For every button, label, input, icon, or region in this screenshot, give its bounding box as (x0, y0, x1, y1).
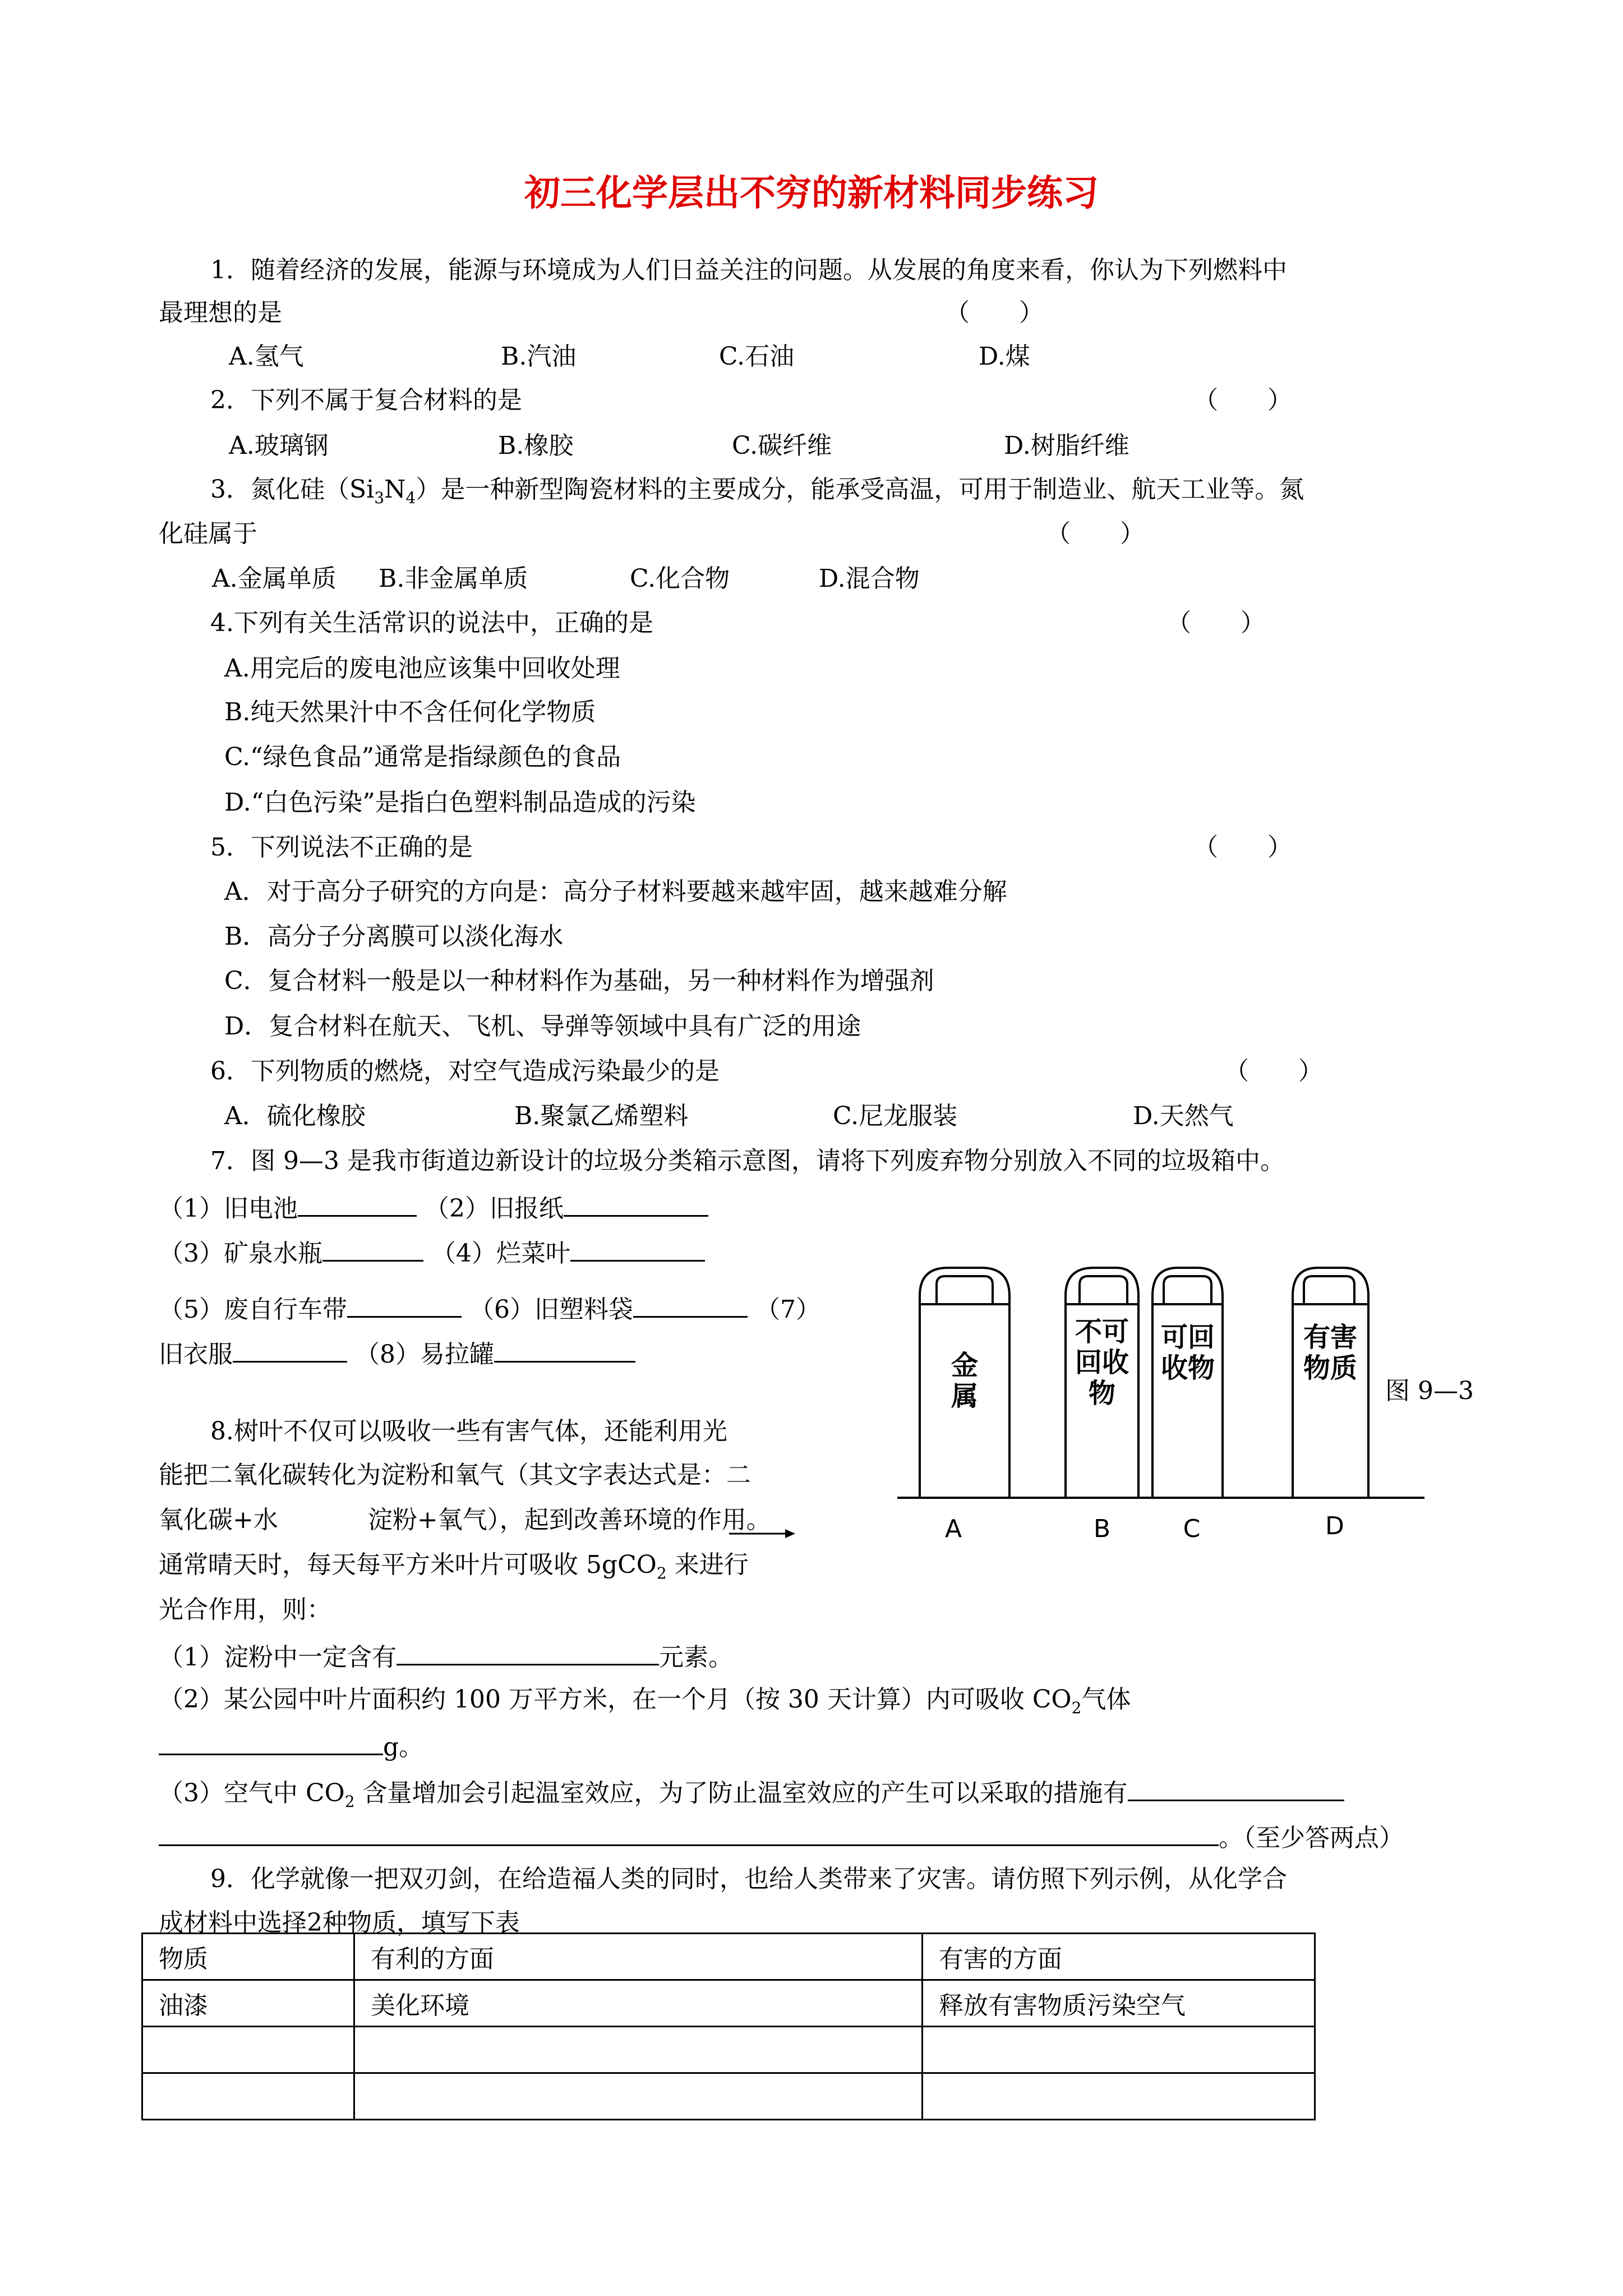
q6-option-a[interactable]: A．硫化橡胶 (224, 1102, 366, 1130)
q3-answer-paren[interactable]: （ ） (1046, 519, 1145, 548)
q6-option-d[interactable]: D.天然气 (1133, 1102, 1234, 1130)
q8-blank-1[interactable] (396, 1638, 659, 1665)
q8-blank-2[interactable] (159, 1728, 383, 1755)
table-cell: 美化环境 (354, 1980, 923, 2027)
q5-option-c[interactable]: C．复合材料一般是以一种材料作为基础，另一种材料作为增强剂 (224, 967, 934, 995)
q9-stem-2: 成材料中选择2种物质，填写下表 (159, 1908, 520, 1937)
table-header-cell: 有害的方面 (923, 1934, 1315, 1980)
q3-option-b[interactable]: B.非金属单质 (379, 564, 528, 593)
table-cell-input[interactable] (923, 2027, 1315, 2073)
table-row (142, 1980, 1315, 2027)
bin-c-label-2: 收物 (1160, 1352, 1215, 1384)
page-title: 初三化学层出不穷的新材料同步练习 (524, 173, 1099, 214)
q4-answer-paren[interactable]: （ ） (1166, 609, 1265, 637)
table-cell-input[interactable] (923, 2073, 1315, 2120)
q8-blank-3b[interactable] (159, 1819, 1219, 1846)
q5-stem: 5．下列说法不正确的是 (210, 833, 473, 862)
q1-option-c[interactable]: C.石油 (719, 342, 795, 371)
q5-option-b[interactable]: B．高分子分离膜可以淡化海水 (224, 922, 564, 951)
q2-option-a[interactable]: A.玻璃钢 (229, 431, 329, 460)
q9-stem-1: 9．化学就像一把双刃剑，在给造福人类的同时，也给人类带来了灾害。请仿照下列示例，从化学合 (210, 1865, 1287, 1893)
table-cell: 油漆 (142, 1980, 354, 2027)
q2-option-b[interactable]: B.橡胶 (498, 431, 574, 460)
table-row (142, 2027, 1315, 2073)
q8-sub-2-cont: g。 (159, 1728, 423, 1764)
table-header-row (142, 1934, 1315, 1980)
q7-row-1: （1）旧电池 （2）旧报纸 (159, 1189, 708, 1226)
q2-option-c[interactable]: C.碳纤维 (732, 431, 832, 460)
q5-answer-paren[interactable]: （ ） (1193, 833, 1292, 862)
q7-blank-8[interactable] (494, 1335, 635, 1363)
bin-b-label-1: 不可 (1075, 1316, 1129, 1347)
q6-option-b[interactable]: B.聚氯乙烯塑料 (514, 1102, 689, 1130)
q2-stem: 2．下列不属于复合材料的是 (210, 386, 522, 415)
q1-stem: 1．随着经济的发展，能源与环境成为人们日益关注的问题。从发展的角度来看，你认为下列燃料中 (210, 256, 1287, 284)
q7-row-4: 旧衣服 （8）易拉罐 (159, 1335, 635, 1372)
q8-sub-3-cont: 。（至少答两点） (159, 1819, 1404, 1855)
q6-answer-paren[interactable]: （ ） (1224, 1057, 1323, 1085)
q8-blank-3a[interactable] (1128, 1774, 1344, 1801)
q5-option-d[interactable]: D．复合材料在航天、飞机、导弹等领域中具有广泛的用途 (224, 1012, 861, 1041)
bin-b-label-3: 物 (1088, 1378, 1116, 1409)
q7-stem: 7．图 9—3 是我市街道边新设计的垃圾分类箱示意图，请将下列废弃物分别放入不同的垃圾箱中。 (210, 1147, 1285, 1175)
q4-stem: 4.下列有关生活常识的说法中，正确的是 (210, 609, 653, 637)
table-cell-input[interactable] (142, 2073, 354, 2120)
q8-stem-3: 氧化碳+水 淀粉+氧气），起到改善环境的作用。 (159, 1506, 771, 1534)
bin-c-letter: C (1183, 1515, 1201, 1543)
table-cell-input[interactable] (142, 2027, 354, 2073)
q7-blank-2[interactable] (564, 1189, 708, 1217)
bin-c-label-1: 可回 (1160, 1322, 1215, 1353)
q7-blank-7[interactable] (233, 1335, 347, 1363)
q4-option-b[interactable]: B.纯天然果汁中不含任何化学物质 (224, 698, 596, 726)
q8-stem-4: 通常晴天时，每天每平方米叶片可吸收 5gCO$_2$ 来进行 (159, 1550, 749, 1582)
q3-stem: 3．氮化硅$(Si_3N_4)$是一种新型陶瓷材料的主要成分，能承受高温，可用于制造业、航天工业等。氮 (210, 475, 1304, 507)
table-header-cell: 有利的方面 (354, 1934, 923, 1980)
q2-answer-paren[interactable]: （ ） (1193, 386, 1292, 415)
bin-d-label-1: 有害 (1303, 1322, 1358, 1353)
q7-blank-1[interactable] (298, 1189, 417, 1217)
bin-b-letter: B (1093, 1515, 1111, 1543)
q3-stem-cont: 化硅属于 (159, 519, 257, 548)
q1-option-d[interactable]: D.煤 (979, 342, 1030, 371)
q6-option-c[interactable]: C.尼龙服装 (833, 1102, 958, 1130)
bin-d-letter: D (1325, 1512, 1344, 1540)
bin-d-label-2: 物质 (1303, 1352, 1358, 1384)
q4-option-a[interactable]: A.用完后的废电池应该集中回收处理 (224, 654, 620, 683)
q3-option-a[interactable]: A.金属单质 (212, 564, 336, 593)
q6-stem: 6．下列物质的燃烧，对空气造成污染最少的是 (210, 1057, 720, 1085)
q7-row-3: （5）废自行车带 （6）旧塑料袋 （7） (159, 1290, 820, 1327)
q1-option-a[interactable]: A.氢气 (229, 342, 304, 371)
table-row (142, 2073, 1315, 2120)
reaction-arrow-icon (729, 1527, 796, 1540)
q8-stem-2: 能把二氧化碳转化为淀粉和氧气（其文字表达式是：二 (159, 1461, 751, 1489)
q8-stem-1: 8.树叶不仅可以吸收一些有害气体，还能利用光 (210, 1417, 727, 1446)
q8-sub-3: （3）空气中 $CO_2$ 含量增加会引起温室效应，为了防止温室效应的产生可以采取的措施有 (159, 1774, 1344, 1810)
q4-option-d[interactable]: D.“白色污染”是指白色塑料制品造成的污染 (224, 788, 696, 817)
q7-blank-5[interactable] (347, 1290, 462, 1318)
figure-caption: 图 9—3 (1385, 1377, 1474, 1405)
q8-stem-5: 光合作用，则： (159, 1595, 331, 1624)
bin-a-label-2: 属 (951, 1381, 979, 1412)
bin-b-label-2: 回收 (1075, 1347, 1129, 1378)
q8-sub-2: （2）某公园中叶片面积约 100 万平方米，在一个月（按 30 天计算）内可吸收 $CO_2$气体 (159, 1685, 1131, 1717)
q7-blank-3[interactable] (322, 1234, 423, 1262)
q1-stem-cont: 最理想的是 (159, 298, 282, 327)
bin-a-letter: A (944, 1515, 962, 1543)
bin-a-label-1: 金 (951, 1350, 979, 1381)
q9-table (141, 1932, 1316, 2120)
q7-blank-6[interactable] (633, 1290, 748, 1318)
table-cell-input[interactable] (354, 2027, 923, 2073)
q1-answer-paren[interactable]: （ ） (945, 298, 1044, 327)
q3-option-c[interactable]: C.化合物 (630, 564, 730, 593)
q3-option-d[interactable]: D.混合物 (819, 564, 920, 593)
q2-option-d[interactable]: D.树脂纤维 (1004, 431, 1129, 460)
table-cell: 释放有害物质污染空气 (923, 1980, 1315, 2027)
table-header-cell: 物质 (142, 1934, 354, 1980)
q4-option-c[interactable]: C.“绿色食品”通常是指绿颜色的食品 (224, 743, 621, 771)
waste-bins-figure (886, 1262, 1436, 1565)
q7-row-2: （3）矿泉水瓶 （4）烂菜叶 (159, 1234, 705, 1271)
q1-option-b[interactable]: B.汽油 (501, 342, 577, 371)
q8-sub-1: （1）淀粉中一定含有 元素。 (159, 1638, 733, 1674)
q5-option-a[interactable]: A．对于高分子研究的方向是：高分子材料要越来越牢固，越来越难分解 (224, 877, 1007, 906)
q7-blank-4[interactable] (570, 1234, 705, 1262)
table-cell-input[interactable] (354, 2073, 923, 2120)
